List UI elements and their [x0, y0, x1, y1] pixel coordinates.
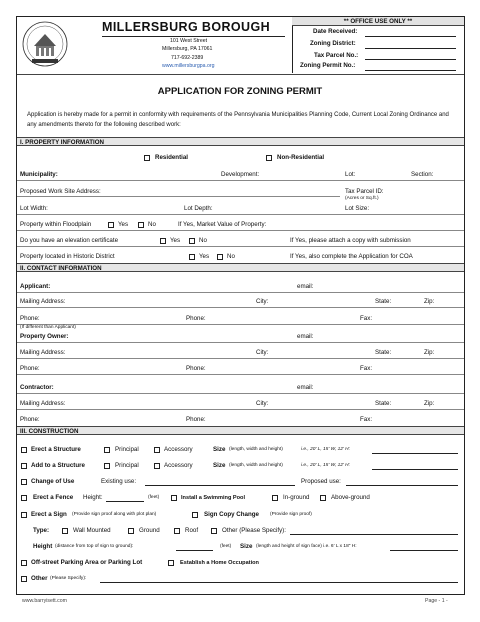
- lot-width-label: Lot Width:: [20, 205, 48, 212]
- applicant-fax-label: Fax:: [360, 315, 373, 322]
- non-residential-label: Non-Residential: [277, 154, 325, 161]
- erect-sign-note: (Provide sign proof along with plot plan): [72, 512, 157, 517]
- existing-use-label: Existing use:: [101, 478, 137, 485]
- floodplain-no-checkbox[interactable]: [138, 222, 144, 228]
- different-than-applicant-note: (If different than Applicant): [20, 325, 76, 330]
- add-size-label: Size: [213, 462, 226, 469]
- add-accessory-label: Accessory: [164, 462, 193, 469]
- municipality-label: Municipality:: [20, 171, 58, 178]
- erect-fence-checkbox[interactable]: [21, 495, 27, 501]
- applicant-label: Applicant:: [20, 283, 51, 290]
- owner-email-label: email:: [297, 333, 314, 340]
- owner-fax-label: Fax:: [360, 365, 373, 372]
- sign-copy-checkbox[interactable]: [192, 512, 198, 518]
- change-use-checkbox[interactable]: [21, 479, 27, 485]
- parking-checkbox[interactable]: [21, 560, 27, 566]
- sign-type-label: Type:: [33, 527, 50, 534]
- historic-note: If Yes, also complete the Application for COA: [290, 253, 413, 260]
- section-construction-title: III. CONSTRUCTION: [20, 428, 79, 435]
- sign-size-note: (length and height of sign face) i.e. 6' L x 18" H:: [256, 544, 357, 549]
- date-received-label: Date Received:: [313, 28, 358, 35]
- sign-copy-note: (Provide sign proof): [270, 512, 312, 517]
- org-website: www.millersburgpa.org: [162, 63, 215, 69]
- historic-label: Property located in Historic District: [20, 253, 115, 260]
- residential-label: Residential: [155, 154, 189, 161]
- applicant-zip-label: Zip:: [424, 298, 435, 305]
- contractor-fax-label: Fax:: [360, 416, 373, 423]
- other-type-checkbox[interactable]: [211, 528, 217, 534]
- elevation-yes-label: Yes: [170, 237, 181, 244]
- fence-height-label: Height:: [83, 494, 103, 501]
- contractor-label: Contractor:: [20, 384, 54, 391]
- acres-note: (Acres or Sq.ft.): [345, 196, 379, 201]
- org-address-1: 101 West Street: [170, 38, 208, 44]
- form-frame: [16, 16, 465, 595]
- work-site-address-label: Proposed Work Site Address:: [20, 188, 101, 195]
- section-field-label: Section:: [411, 171, 434, 178]
- above-ground-checkbox[interactable]: [320, 495, 326, 501]
- erect-accessory-label: Accessory: [164, 446, 193, 453]
- in-ground-label: In-ground: [283, 494, 310, 501]
- section-property-header: [17, 137, 464, 146]
- zoning-district-label: Zoning District:: [310, 40, 356, 47]
- roof-checkbox[interactable]: [174, 528, 180, 534]
- owner-state-label: State:: [375, 349, 392, 356]
- section-property-title: I. PROPERTY INFORMATION: [20, 139, 104, 146]
- fence-feet-label: (feet): [148, 495, 160, 500]
- org-name: MILLERSBURG BOROUGH: [102, 20, 271, 34]
- tax-parcel-id-label: Tax Parcel ID:: [345, 188, 384, 195]
- lot-label: Lot:: [345, 171, 356, 178]
- market-value-label: If Yes, Market Value of Property:: [178, 221, 267, 228]
- add-structure-label: Add to a Structure: [31, 462, 85, 469]
- other-label: Other: [31, 575, 48, 582]
- erect-fence-label: Erect a Fence: [33, 494, 74, 501]
- elevation-label: Do you have an elevation certificate: [20, 237, 119, 244]
- erect-accessory-checkbox[interactable]: [154, 447, 160, 453]
- applicant-phone2-label: Phone:: [186, 315, 206, 322]
- org-phone: 717-692-2389: [171, 55, 204, 61]
- floodplain-label: Property within Floodplain: [20, 221, 92, 228]
- tax-parcel-label: Tax Parcel No.:: [314, 52, 359, 59]
- owner-phone2-label: Phone:: [186, 365, 206, 372]
- other-note: (Please Specify):: [50, 576, 87, 581]
- owner-zip-label: Zip:: [424, 349, 435, 356]
- elevation-no-checkbox[interactable]: [189, 238, 195, 244]
- historic-no-label: No: [227, 253, 235, 260]
- applicant-email-label: email:: [297, 283, 314, 290]
- home-occupation-label: Establish a Home Occupation: [180, 560, 259, 566]
- wall-mounted-label: Wall Mounted: [73, 527, 111, 534]
- erect-sign-label: Erect a Sign: [31, 511, 67, 518]
- contractor-city-label: City:: [256, 400, 269, 407]
- owner-label: Property Owner:: [20, 333, 69, 340]
- erect-structure-label: Erect a Structure: [31, 446, 81, 453]
- sign-height-label: Height: [33, 543, 53, 550]
- add-principal-label: Principal: [115, 462, 139, 469]
- wall-mounted-checkbox[interactable]: [62, 528, 68, 534]
- roof-label: Roof: [185, 527, 199, 534]
- install-pool-label: Install a Swimming Pool: [181, 495, 246, 501]
- install-pool-checkbox[interactable]: [171, 495, 177, 501]
- non-residential-checkbox[interactable]: [266, 155, 272, 161]
- zoning-permit-label: Zoning Permit No.:: [300, 62, 356, 69]
- add-principal-checkbox[interactable]: [104, 463, 110, 469]
- owner-city-label: City:: [256, 349, 269, 356]
- change-use-label: Change of Use: [31, 478, 75, 485]
- add-structure-checkbox[interactable]: [21, 463, 27, 469]
- lot-size-label: Lot Size:: [345, 205, 370, 212]
- sign-height-note: (distance from top of sign to ground):: [55, 544, 134, 549]
- ground-label: Ground: [139, 527, 160, 534]
- erect-sign-checkbox[interactable]: [21, 512, 27, 518]
- sign-feet-label: (feet): [220, 544, 232, 549]
- erect-principal-checkbox[interactable]: [104, 447, 110, 453]
- add-size-note: (length, width and height): [229, 463, 283, 468]
- erect-principal-label: Principal: [115, 446, 139, 453]
- section-contact-title: II. CONTACT INFORMATION: [20, 265, 102, 272]
- lot-depth-label: Lot Depth:: [184, 205, 213, 212]
- floodplain-yes-label: Yes: [118, 221, 129, 228]
- add-size-example: i.e., 20' L, 15' W, 12' H:: [301, 463, 350, 468]
- contractor-phone-label: Phone:: [20, 416, 40, 423]
- other-checkbox[interactable]: [21, 576, 27, 582]
- sign-size-label: Size: [240, 543, 253, 550]
- owner-phone-label: Phone:: [20, 365, 40, 372]
- historic-yes-checkbox[interactable]: [189, 254, 195, 260]
- contractor-mailing-label: Mailing Address:: [20, 400, 66, 407]
- residential-checkbox[interactable]: [144, 155, 150, 161]
- contractor-email-label: email:: [297, 384, 314, 391]
- org-address-2: Millersburg, PA 17061: [162, 46, 213, 52]
- erect-structure-checkbox[interactable]: [21, 447, 27, 453]
- owner-mailing-label: Mailing Address:: [20, 349, 66, 356]
- applicant-state-label: State:: [375, 298, 392, 305]
- erect-size-note: (length, width and height): [229, 447, 283, 452]
- development-label: Development:: [221, 171, 260, 178]
- floodplain-no-label: No: [148, 221, 156, 228]
- parking-label: Off-street Parking Area or Parking Lot: [31, 559, 143, 566]
- applicant-mailing-label: Mailing Address:: [20, 298, 66, 305]
- elevation-note: If Yes, please attach a copy with submission: [290, 237, 411, 244]
- in-ground-checkbox[interactable]: [272, 495, 278, 501]
- historic-yes-label: Yes: [199, 253, 210, 260]
- section-contact-header: [17, 263, 464, 272]
- ground-checkbox[interactable]: [128, 528, 134, 534]
- contractor-state-label: State:: [375, 400, 392, 407]
- applicant-phone-label: Phone:: [20, 315, 40, 322]
- contractor-phone2-label: Phone:: [186, 416, 206, 423]
- floodplain-yes-checkbox[interactable]: [108, 222, 114, 228]
- borough-seal-logo: [20, 20, 70, 70]
- contractor-zip-label: Zip:: [424, 400, 435, 407]
- section-construction-header: [17, 426, 464, 435]
- erect-size-label: Size: [213, 446, 226, 453]
- above-ground-label: Above-ground: [331, 494, 370, 501]
- proposed-use-label: Proposed use:: [301, 478, 341, 485]
- footer-page-number: Page - 1 -: [425, 598, 448, 604]
- applicant-city-label: City:: [256, 298, 269, 305]
- footer-website: www.barryisett.com: [22, 598, 67, 604]
- add-accessory-checkbox[interactable]: [154, 463, 160, 469]
- home-occupation-checkbox[interactable]: [168, 560, 174, 566]
- office-use-title: ** OFFICE USE ONLY **: [292, 17, 464, 26]
- erect-size-example: i.e., 20' L, 15' W, 12' H:: [301, 447, 350, 452]
- elevation-no-label: No: [199, 237, 207, 244]
- elevation-yes-checkbox[interactable]: [160, 238, 166, 244]
- other-type-label: Other (Please Specify):: [222, 527, 286, 534]
- historic-no-checkbox[interactable]: [217, 254, 223, 260]
- sign-copy-label: Sign Copy Change: [204, 511, 260, 518]
- form-title: APPLICATION FOR ZONING PERMIT: [157, 86, 323, 97]
- intro-text: Application is hereby made for a permit in conformity with requirements of the Pennsylvania Municipalities Planning Code, Current Local Zoning Ordinance and any amendments thereto for the following described work:: [27, 112, 449, 128]
